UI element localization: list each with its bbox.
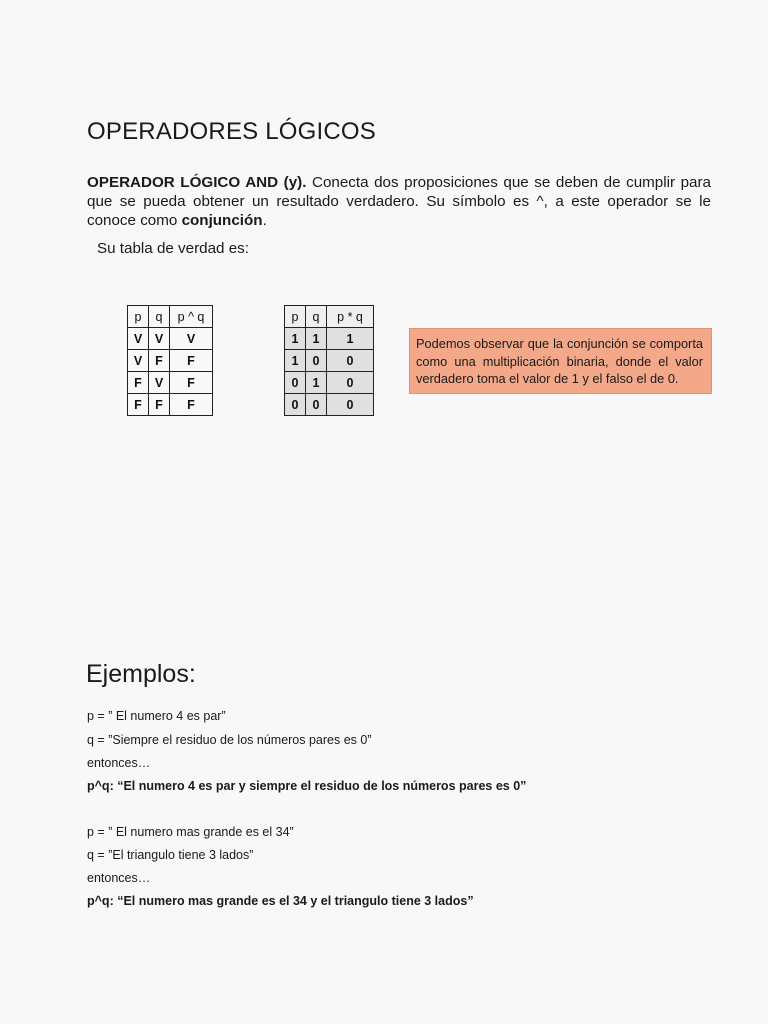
truth-table-subtitle: Su tabla de verdad es: [97,240,249,257]
example-1-then: entonces… [87,756,151,770]
example-1-result: p^q: “El numero 4 es par y siempre el residuo de los números pares es 0” [87,779,527,793]
conjunction-note-box: Podemos observar que la conjunción se comporta como una multiplicación binaria, donde el valor verdadero toma el valor de 1 y el falso el de 0. [409,328,712,394]
table-row [285,350,374,372]
table-row [285,394,374,416]
table-header-cell: q [149,306,170,328]
table-row [128,350,213,372]
table-cell: F [149,350,170,372]
table-cell: F [170,372,213,394]
table-cell: 0 [285,372,306,394]
table-header-row [128,306,213,328]
table-cell: V [128,328,149,350]
table-row [285,328,374,350]
table-cell: 0 [285,394,306,416]
table-header-cell: p * q [327,306,374,328]
table-cell: V [149,328,170,350]
table-header-row [285,306,374,328]
example-1-p: p = ” El numero 4 es par” [87,709,226,723]
table-cell: V [170,328,213,350]
intro-text-2: . [262,212,267,229]
table-cell: F [128,394,149,416]
intro-term-2: conjunción [181,212,263,229]
table-row [128,372,213,394]
table-cell: F [149,394,170,416]
intro-paragraph [87,173,711,230]
table-header-cell: p [285,306,306,328]
table-cell: 1 [306,372,327,394]
example-1-q: q = ”Siempre el residuo de los números pares es 0” [87,733,372,747]
example-2-q: q = ”El triangulo tiene 3 lados” [87,848,254,862]
table-row [285,372,374,394]
table-cell: 1 [285,350,306,372]
table-cell: V [149,372,170,394]
table-cell: F [170,350,213,372]
example-2-result: p^q: “El numero mas grande es el 34 y el triangulo tiene 3 lados” [87,894,474,908]
examples-heading: Ejemplos: [86,660,196,688]
example-2-p: p = ” El numero mas grande es el 34” [87,825,294,839]
table-cell: 0 [327,394,374,416]
table-cell: 1 [306,328,327,350]
table-cell: 0 [327,372,374,394]
table-header-cell: q [306,306,327,328]
example-2-then: entonces… [87,871,151,885]
table-cell: F [170,394,213,416]
table-cell: 0 [306,394,327,416]
table-cell: 0 [327,350,374,372]
table-cell: V [128,350,149,372]
table-header-cell: p ^ q [170,306,213,328]
page-title: OPERADORES LÓGICOS [87,118,376,145]
truth-table-binary [284,305,374,416]
table-cell: F [128,372,149,394]
table-row [128,328,213,350]
truth-table-vf [127,305,213,416]
intro-term: OPERADOR LÓGICO AND (y). [87,174,307,191]
table-cell: 1 [327,328,374,350]
table-header-cell: p [128,306,149,328]
table-row [128,394,213,416]
intro-text-1: Conecta dos proposiciones que se deben de cumplir para que se pueda obtener un resultado verdadero. Su símbolo es ^, a este operador se le conoce como [87,174,711,229]
table-cell: 0 [306,350,327,372]
table-cell: 1 [285,328,306,350]
